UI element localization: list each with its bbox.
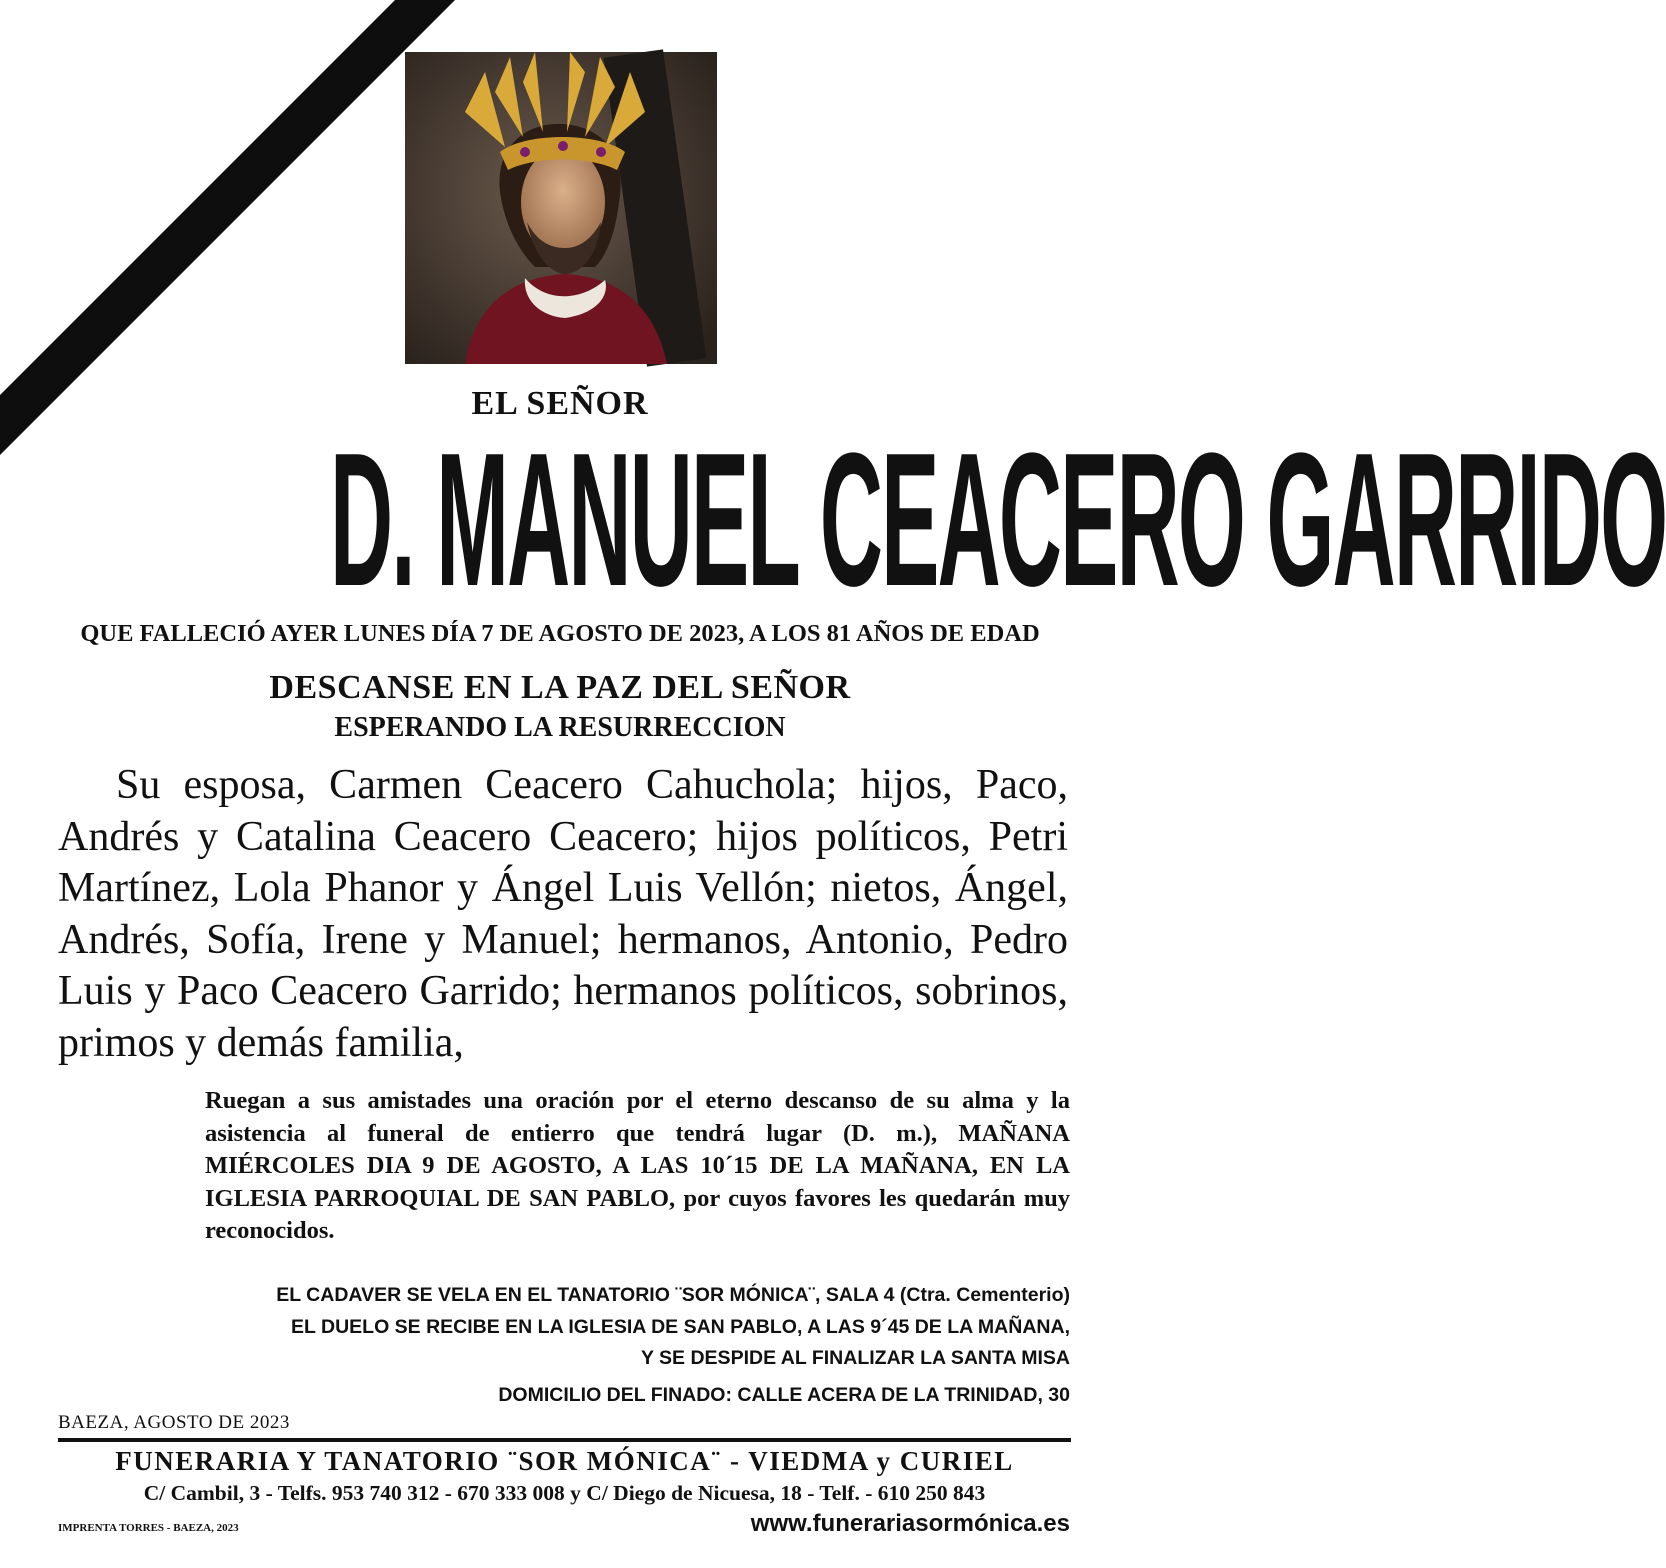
honorific: EL SEÑOR <box>471 385 649 422</box>
funeral-request-text: Ruegan a sus amistades una oración por el eterno descanso de su alma y la asistencia al funeral de entierro que tendrá lugar (D. m.), MAÑANA MIÉRCOLES DIA 9 DE AGOSTO, A LAS 10´15 DE LA MAÑANA, EN LA IGLESIA PARROQUIAL DE SAN PABLO, por cuyos favores les quedarán muy reconocidos. <box>205 1087 1070 1244</box>
death-notice: QUE FALLECIÓ AYER LUNES DÍA 7 DE AGOSTO DE 2023, A LOS 81 AÑOS DE EDAD <box>80 620 1040 647</box>
awaiting-resurrection-line: ESPERANDO LA RESURRECCION <box>334 712 786 743</box>
website-link[interactable]: www.funerariasormónica.es <box>750 1510 1070 1537</box>
deceased-name: D. MANUEL CEACERO GARRIDO <box>330 414 1666 626</box>
printer-credit: IMPRENTA TORRES - BAEZA, 2023 <box>58 1522 239 1534</box>
funeral-home-name: FUNERARIA Y TANATORIO ¨SOR MÓNICA¨ - VIEDMA y CURIEL <box>115 1446 1014 1476</box>
family-text: Su esposa, Carmen Ceacero Cahuchola; hijos, Paco, Andrés y Catalina Ceacero Ceacero; hijos políticos, Petri Martínez, Lola Phanor y Ángel Luis Vellón; nietos, Ángel, Andrés, Sofía, Irene y Manuel; hermanos, Antonio, Pedro Luis y Paco Ceacero Garrido; hermanos políticos, sobrinos, primos y demás familia, <box>58 762 1068 1066</box>
vigil-info <box>70 1280 1070 1411</box>
place-date: BAEZA, AGOSTO DE 2023 <box>58 1412 290 1433</box>
rest-in-peace-line: DESCANSE EN LA PAZ DEL SEÑOR <box>269 669 851 706</box>
contact-line: C/ Cambil, 3 - Telfs. 953 740 312 - 670 333 008 y C/ Diego de Nicuesa, 18 - Telf. - 610 250 843 <box>143 1481 986 1505</box>
mourning-line-1: EL DUELO SE RECIBE EN LA IGLESIA DE SAN PABLO, A LAS 9´45 DE LA MAÑANA, <box>291 1315 1070 1338</box>
portrait-image <box>405 52 717 364</box>
vigil-line: EL CADAVER SE VELA EN EL TANATORIO ¨SOR MÓNICA¨, SALA 4 (Ctra. Cementerio) <box>276 1284 1070 1306</box>
address-line: DOMICILIO DEL FINADO: CALLE ACERA DE LA TRINIDAD, 30 <box>498 1383 1070 1406</box>
footer-divider <box>58 1438 1071 1442</box>
mourning-line-2: Y SE DESPIDE AL FINALIZAR LA SANTA MISA <box>640 1347 1070 1369</box>
